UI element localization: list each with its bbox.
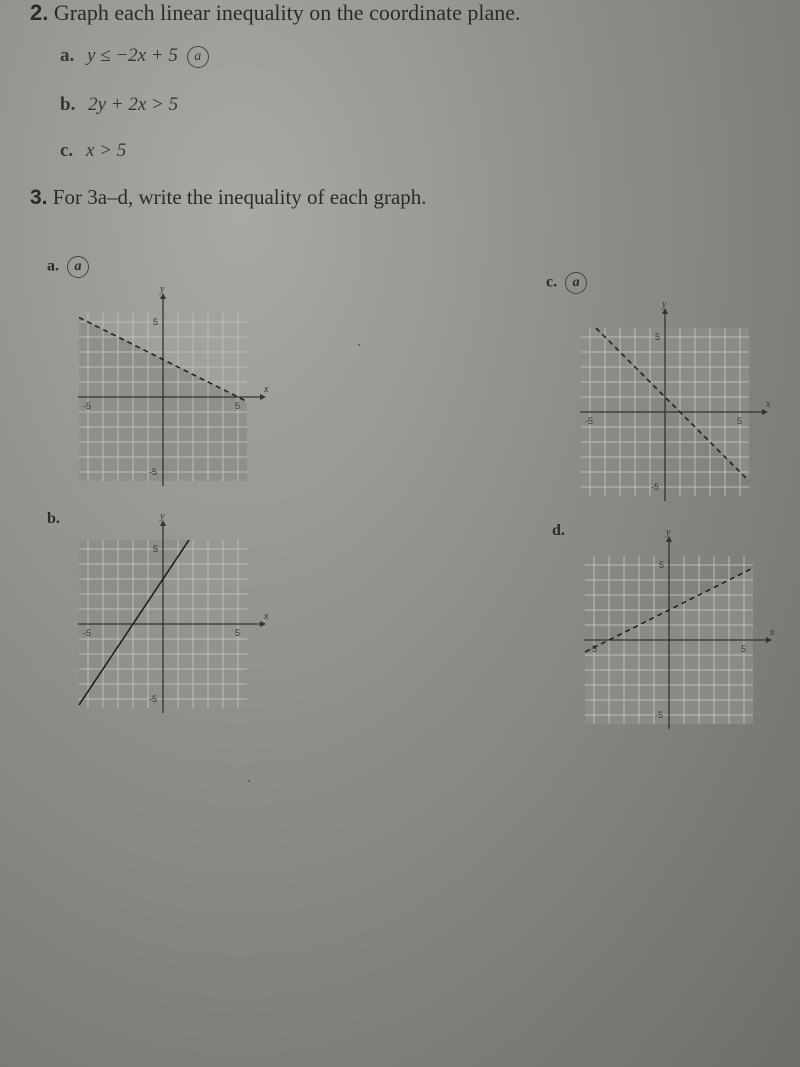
question-2a xyxy=(60,45,209,68)
x-tick-label: -5 xyxy=(83,628,92,638)
graph-a-letter: a. xyxy=(47,257,59,275)
y-axis-label: y xyxy=(160,285,165,295)
y-tick-label: 5 xyxy=(153,544,159,554)
y-tick-label: -5 xyxy=(149,467,158,477)
y-tick-label: 5 xyxy=(659,560,665,570)
question-2c-label: c. xyxy=(60,140,74,161)
y-tick-label: 5 xyxy=(153,317,159,327)
graph-d-letter: d. xyxy=(552,522,565,539)
graph-c-circled-badge: a xyxy=(565,272,587,294)
question-2a-circled-badge: a xyxy=(187,46,209,68)
x-tick-label: -5 xyxy=(589,644,598,654)
stray-mark xyxy=(248,780,250,782)
question-2b-text: 2y + 2x > 5 xyxy=(88,94,179,115)
x-axis-label: x xyxy=(770,627,775,638)
coordinate-plane xyxy=(72,285,272,490)
x-tick-label: 5 xyxy=(235,401,241,411)
stray-mark xyxy=(358,344,360,346)
question-2-text: Graph each linear inequality on the coordinate plane. xyxy=(53,0,521,25)
question-2b-label: b. xyxy=(60,94,76,115)
graph-b-label xyxy=(47,510,60,528)
question-3-text: For 3a–d, write the inequality of each graph. xyxy=(52,185,427,209)
graph-c-letter: c. xyxy=(546,273,558,291)
graph-b xyxy=(72,512,272,717)
question-3-number: 3. xyxy=(30,186,48,209)
x-axis-label: x xyxy=(264,611,269,622)
graph-c-label xyxy=(546,272,587,294)
y-axis-label: y xyxy=(662,300,667,310)
question-3 xyxy=(30,185,427,210)
graph-a xyxy=(72,285,272,490)
coordinate-plane xyxy=(574,300,774,505)
y-tick-label: -5 xyxy=(655,710,664,720)
question-2c xyxy=(60,140,126,162)
coordinate-plane xyxy=(72,512,272,717)
y-tick-label: -5 xyxy=(651,482,660,492)
graph-c xyxy=(574,300,774,505)
x-tick-label: 5 xyxy=(235,628,241,638)
graph-d xyxy=(578,528,778,733)
y-tick-label: -5 xyxy=(149,694,158,704)
question-2a-label: a. xyxy=(60,45,75,66)
x-tick-label: -5 xyxy=(585,416,594,426)
x-axis-label: x xyxy=(264,384,269,395)
graph-d-label xyxy=(552,522,565,540)
question-2b xyxy=(60,94,178,116)
y-axis-label: y xyxy=(160,512,165,522)
graph-b-letter: b. xyxy=(47,510,60,527)
y-tick-label: 5 xyxy=(655,332,661,342)
y-axis-label: y xyxy=(666,528,671,538)
graph-a-circled-badge: a xyxy=(67,256,89,278)
question-2c-text: x > 5 xyxy=(85,140,127,161)
x-tick-label: 5 xyxy=(737,416,743,426)
x-tick-label: -5 xyxy=(83,401,92,411)
graph-a-label xyxy=(47,256,89,278)
x-axis-label: x xyxy=(766,399,771,410)
question-2-number: 2. xyxy=(30,0,49,25)
x-tick-label: 5 xyxy=(741,644,747,654)
coordinate-plane xyxy=(578,528,778,733)
question-2a-text: y ≤ −2x + 5 xyxy=(87,45,178,66)
question-2 xyxy=(30,0,521,26)
